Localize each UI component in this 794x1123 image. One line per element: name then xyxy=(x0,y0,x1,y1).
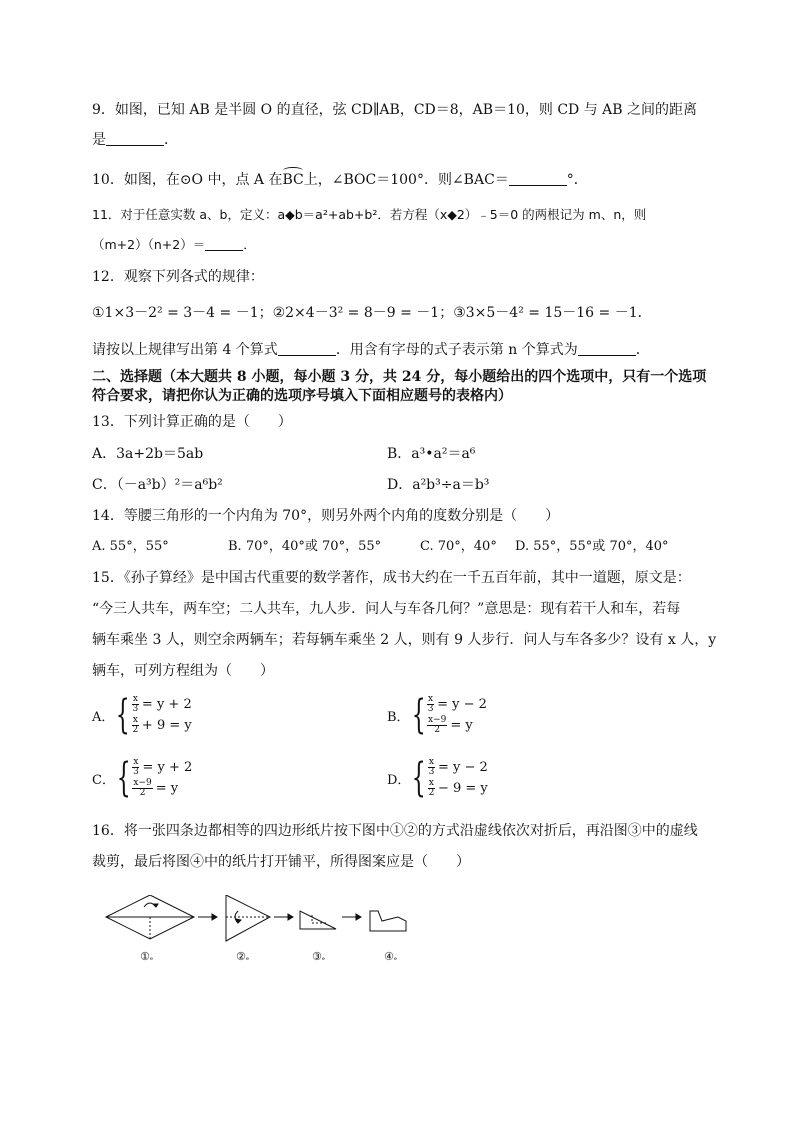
q13-option-d[interactable]: D．a²b³÷a＝b³ xyxy=(387,477,490,493)
q15-line1: 15．《孙子算经》是中国古代重要的数学著作，成书大约在一千五百年前，其中一道题，原文是： xyxy=(92,570,691,586)
q10-middle: 上，∠BOC＝100°．则∠BAC＝ xyxy=(303,172,509,188)
q14-option-a[interactable]: A. 55°，55° xyxy=(92,539,169,554)
brace-icon: { xyxy=(116,755,131,801)
brace-icon: { xyxy=(411,692,426,738)
q10-line xyxy=(92,170,588,190)
fig-label-3: ③ₑ xyxy=(312,950,326,963)
q11-line2-prefix: （m+2）（n+2）＝ xyxy=(92,237,206,252)
q13-option-a[interactable]: A．3a+2b＝5ab xyxy=(92,446,204,462)
fig-label-4: ④ₑ xyxy=(384,950,398,963)
fig-label-2: ②ₑ xyxy=(236,950,250,963)
q11-line2 xyxy=(92,235,256,255)
q9-line2-suffix: ． xyxy=(164,132,178,148)
q11-line1: 11．对于任意实数 a、b，定义：a◆b＝a²+ab+b²．若方程（x◆2）﹣5＝0 的两根记为 m、n，则 xyxy=(92,207,647,222)
arrow-right-icon xyxy=(274,914,293,920)
q15-option-d-label: D． xyxy=(387,772,411,788)
q12-line3-c: ． xyxy=(635,342,650,358)
q14-option-c[interactable]: C. 70°，40° xyxy=(420,539,497,554)
q10-prefix: 10．如图，在⊙O 中，点 A 在 xyxy=(92,172,283,188)
q16-line1: 16．将一张四条边都相等的四边形纸片按下图中①②的方式沿虚线依次对折后，再沿图③中的虚线 xyxy=(92,823,698,839)
q15-option-a[interactable]: A． { $\frac{x}{3}$ = y + 2 $\frac{x}{2}$ + 9 = y xyxy=(92,692,192,738)
q12-line3 xyxy=(92,340,650,360)
fig-label-1: ①ₑ xyxy=(140,950,154,963)
section2-header-line1: 二、选择题（本大题共 8 小题，每小题 3 分，共 24 分，每小题给出的四个选项中，只有一个选项 xyxy=(92,369,707,385)
q10-suffix: °． xyxy=(566,172,588,188)
q14-option-d[interactable]: D. 55°，55°或 70°，40° xyxy=(515,539,669,554)
q15-option-b[interactable]: B． { $\frac{x}{3}$ = y − 2 $\frac{x-9}{2}$ = y xyxy=(387,692,487,738)
q12-line3-a: 请按以上规律写出第 4 个算式 xyxy=(92,342,278,358)
q11-answer-blank[interactable] xyxy=(205,236,243,251)
q13-option-b[interactable]: B．a³•a²＝a⁶ xyxy=(387,446,476,462)
q12-blank-nth[interactable] xyxy=(578,341,636,356)
brace-icon: { xyxy=(116,692,131,738)
q12-line3-b: ．用含有字母的式子表示第 n 个算式为 xyxy=(335,342,578,358)
q15-option-a-label: A． xyxy=(92,709,115,725)
q9-line2 xyxy=(92,130,178,150)
q9-line2-prefix: 是 xyxy=(92,132,106,148)
q15-line3: 辆车乘坐 3 人，则空余两辆车；若每辆车乘坐 2 人，则有 9 人步行．问人与车各多少？设有 x 人，y xyxy=(92,632,717,648)
q9-line1: 9．如图，已知 AB 是半圆 O 的直径，弦 CD∥AB，CD＝8，AB＝10，则 CD 与 AB 之间的距离 xyxy=(92,102,698,118)
fig1-rhombus xyxy=(106,895,194,939)
q16-folding-figure xyxy=(100,895,420,974)
q15-option-d[interactable]: D． { $\frac{x}{3}$ = y − 2 $\frac{x}{2}$ − 9 = y xyxy=(387,755,488,801)
section2-header-line2: 符合要求，请把你认为正确的选项序号填入下面相应题号的表格内） xyxy=(92,388,512,404)
q15-line4: 辆车，可列方程组为（ ） xyxy=(92,663,274,679)
fig4-cut-piece xyxy=(370,911,406,931)
q14-option-b[interactable]: B. 70°，40°或 70°，55° xyxy=(228,539,382,554)
q9-answer-blank[interactable] xyxy=(106,131,164,146)
q13-option-c[interactable]: C．（－a³b）²＝a⁶b² xyxy=(92,477,223,493)
q14-stem: 14．等腰三角形的一个内角为 70°，则另外两个内角的度数分别是（ ） xyxy=(92,508,560,524)
fig2-triangle xyxy=(226,895,270,941)
q10-answer-blank[interactable] xyxy=(509,171,567,186)
q12-formulas: ①1×3－2² = 3－4 = －1；②2×4－3² = 8－9 = －1；③3×5－4² = 15－16 = －1． xyxy=(92,305,652,321)
q16-line2: 裁剪，最后将图④中的纸片打开铺平，所得图案应是（ ） xyxy=(92,854,470,870)
q15-line2: “今三人共车，两车空；二人共车，九人步．问人与车各几何？”意思是：现有若干人和车，若每 xyxy=(92,601,681,617)
q15-option-b-label: B． xyxy=(387,709,410,725)
q10-arc: BC xyxy=(282,172,304,188)
q13-stem: 13．下列计算正确的是（ ） xyxy=(92,414,292,430)
q12-blank-4th[interactable] xyxy=(278,341,336,356)
arrow-right-icon xyxy=(342,914,361,920)
q11-line2-suffix: ． xyxy=(243,237,256,252)
fig3-cut-triangle xyxy=(300,911,336,929)
arrow-right-icon xyxy=(198,914,217,920)
q12-line1: 12．观察下列各式的规律： xyxy=(92,269,264,285)
brace-icon: { xyxy=(412,755,427,801)
q15-option-c[interactable]: C． { $\frac{x}{3}$ = y + 2 $\frac{x-9}{2}$ = y xyxy=(92,755,193,801)
q15-option-c-label: C． xyxy=(92,772,115,788)
